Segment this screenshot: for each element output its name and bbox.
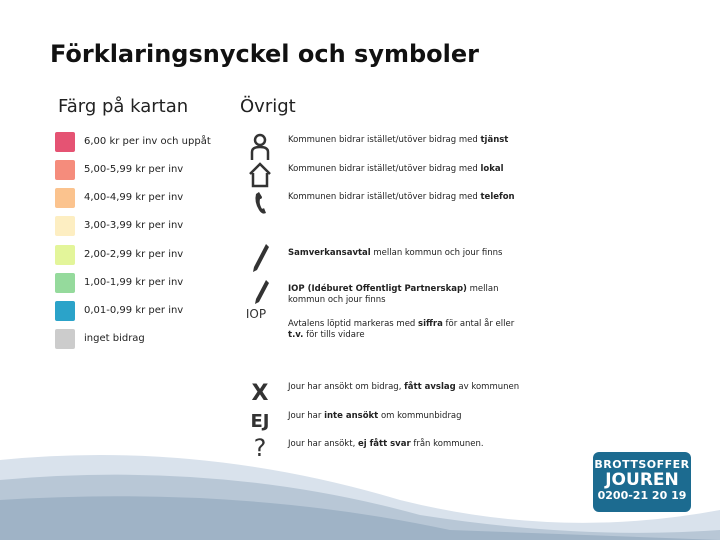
legend-item [55, 245, 255, 267]
symbol-desc-years: Avtalens löptid markeras med siffra för antal år eller t.v. för tills vidare [288, 319, 515, 340]
phone-icon [240, 188, 280, 220]
brottsofferjouren-logo [593, 452, 691, 512]
color-swatch [55, 216, 75, 236]
symbol-desc-rejected: Jour har ansökt om bidrag, fått avslag av kommunen [288, 382, 520, 392]
legend-item [55, 188, 255, 210]
pen-icon [240, 242, 280, 274]
color-swatch [55, 329, 75, 349]
legend-item [55, 329, 255, 351]
symbol-desc-phone: Kommunen bidrar istället/utöver bidrag med telefon [288, 192, 515, 202]
legend-label: 0,01-0,99 kr per inv [84, 305, 184, 316]
symbol-desc-iop: IOP (Idéburet Offentligt Partnerskap) mellan kommun och jour finns [288, 284, 499, 305]
logo-line1: BROTTSOFFER [594, 458, 690, 471]
color-swatch [55, 160, 75, 180]
ej-icon: EJ [250, 411, 270, 432]
symbol-desc-service: Kommunen bidrar istället/utöver bidrag med tjänst [288, 135, 509, 145]
color-swatch [55, 245, 75, 265]
page-title: Förklaringsnyckel och symboler [50, 40, 479, 68]
legend-label: inget bidrag [84, 333, 145, 344]
color-swatch [55, 273, 75, 293]
legend-item [55, 273, 255, 295]
legend-heading: Färg på kartan [58, 96, 189, 117]
legend-item [55, 132, 255, 154]
legend-label: 5,00-5,99 kr per inv [84, 164, 184, 175]
symbols-heading: Övrigt [240, 96, 296, 117]
legend-label: 1,00-1,99 kr per inv [84, 277, 184, 288]
legend-label: 2,00-2,99 kr per inv [84, 249, 184, 260]
legend-label: 3,00-3,99 kr per inv [84, 220, 184, 231]
legend-label: 6,00 kr per inv och uppåt [84, 136, 211, 147]
iop-icon-label: IOP [245, 307, 267, 320]
color-swatch [55, 132, 75, 152]
symbol-desc-no-answer: Jour har ansökt, ej fått svar från kommunen. [288, 439, 484, 449]
logo-phone: 0200-21 20 19 [597, 489, 687, 502]
logo-line2: JOUREN [605, 470, 679, 490]
iop-pen-icon [240, 278, 280, 320]
symbol-desc-premises: Kommunen bidrar istället/utöver bidrag med lokal [288, 164, 504, 174]
question-icon: ? [253, 434, 267, 462]
symbol-desc-not-applied: Jour har inte ansökt om kommunbidrag [288, 411, 462, 421]
color-swatch [55, 188, 75, 208]
x-icon: X [251, 381, 269, 406]
legend-item [55, 216, 255, 238]
color-swatch [55, 301, 75, 321]
legend-label: 4,00-4,99 kr per inv [84, 192, 184, 203]
symbol-desc-agreement: Samverkansavtal mellan kommun och jour finns [288, 248, 503, 258]
legend-item [55, 301, 255, 323]
legend-item [55, 160, 255, 182]
